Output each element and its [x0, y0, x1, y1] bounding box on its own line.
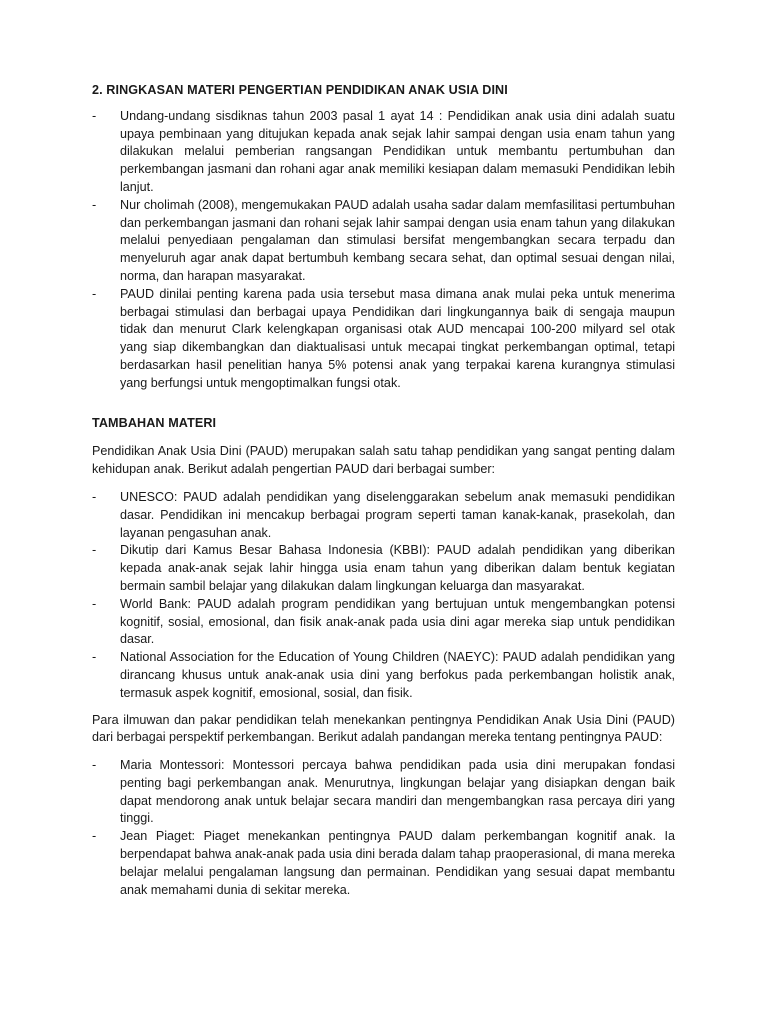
- dash-bullet: -: [92, 108, 97, 123]
- ringkasan-list: [92, 108, 675, 393]
- list-item: [92, 108, 675, 197]
- list-item-text: Nur cholimah (2008), mengemukakan PAUD adalah usaha sadar dalam memfasilitasi pertumbuhan dan perkembangan jasmani dan rohani sejak lahir sampai dengan usia enam tahun yang dilakukan melalui penyediaan pengalaman dan stimulasi bersifat mengembangkan secara terpadu dan menyeluruh agar anak dapat bertumbuh kembang secara sehat, dan optimal sesuai dengan nilai, norma, dan harapan masyarakat.: [120, 197, 675, 283]
- list-item-text: Undang-undang sisdiknas tahun 2003 pasal 1 ayat 14 : Pendidikan anak usia dini adalah suatu upaya pembinaan yang ditujukan kepada anak sejak lahir sampai dengan usia enam tahun yang dilakukan melalui pemberian rangsangan Pendidikan untuk membantu pertumbuhan dan perkembangan jasmani dan rohani agar anak memiliki kesiapan dalam memasuki Pendidikan lebih lanjut.: [120, 108, 675, 194]
- section-heading-tambahan: TAMBAHAN MATERI: [92, 415, 217, 430]
- intro-paragraph: Pendidikan Anak Usia Dini (PAUD) merupakan salah satu tahap pendidikan yang sangat penting dalam kehidupan anak. Berikut adalah pengertian PAUD dari berbagai sumber:: [92, 444, 675, 477]
- dash-bullet: -: [92, 197, 97, 212]
- list-item-text: PAUD dinilai penting karena pada usia tersebut masa dimana anak mulai peka untuk menerima berbagai stimulasi dan berbagai upaya Pendidikan dari lingkungannya baik di sengaja maupun tidak dan menurut Clark kelengkapan organisasi otak AUD mencapai 100-200 milyard sel otak yang siap dikembangkan dan diaktualisasi untuk mecapai tingkat perkembangan optimal, tetapi berdasarkan hasil penelitian hanya 5% potensi anak yang terpakai karena kurangnya stimulasi yang berfungsi untuk mengoptimalkan fungsi otak.: [120, 286, 675, 390]
- list-item: [92, 286, 675, 393]
- dash-bullet: -: [92, 543, 97, 558]
- list-item: [92, 489, 675, 542]
- dash-bullet: -: [92, 286, 97, 301]
- list-item: [92, 542, 675, 595]
- dash-bullet: -: [92, 829, 97, 844]
- list-item-text: Dikutip dari Kamus Besar Bahasa Indonesia (KBBI): PAUD adalah pendidikan yang diberikan kepada anak-anak sejak lahir hingga usia enam tahun yang diberikan dalam bentuk kegiatan bermain sambil belajar yang dilakukan dalam lingkungan keluarga dan masyarakat.: [120, 543, 675, 593]
- experts-list: [92, 757, 675, 899]
- experts-intro-paragraph: Para ilmuwan dan pakar pendidikan telah menekankan pentingnya Pendidikan Anak Usia Dini (PAUD) dari berbagai perspektif perkembangan. Berikut adalah pandangan mereka tentang pentingnya PAUD:: [92, 712, 675, 745]
- list-item-text: Jean Piaget: Piaget menekankan pentingnya PAUD dalam perkembangan kognitif anak. Ia berpendapat bahwa anak-anak pada usia dini berada dalam tahap praoperasional, di mana mereka belajar melalui pengalaman langsung dan permainan. Pendidikan yang sesuai dapat membantu anak memahami dunia di sekitar mereka.: [120, 829, 675, 897]
- list-item: [92, 596, 675, 649]
- dash-bullet: -: [92, 758, 97, 773]
- list-item: [92, 649, 675, 702]
- dash-bullet: -: [92, 650, 97, 665]
- definitions-list: [92, 489, 675, 703]
- document-page: [92, 82, 675, 899]
- dash-bullet: -: [92, 489, 97, 504]
- list-item: [92, 197, 675, 286]
- list-item-text: National Association for the Education of Young Children (NAEYC): PAUD adalah pendidikan yang dirancang khusus untuk anak-anak usia dini yang berfokus pada perkembangan holistik anak, termasuk aspek kognitif, emosional, sosial, dan fisik.: [120, 650, 675, 700]
- section-heading-ringkasan: 2. RINGKASAN MATERI PENGERTIAN PENDIDIKAN ANAK USIA DINI: [92, 83, 508, 97]
- list-item-text: UNESCO: PAUD adalah pendidikan yang diselenggarakan sebelum anak memasuki pendidikan dasar. Pendidikan ini mencakup berbagai program seperti taman kanak-kanak, prasekolah, dan layanan pengasuhan anak.: [120, 489, 675, 540]
- list-item-text: World Bank: PAUD adalah program pendidikan yang bertujuan untuk mengembangkan potensi kognitif, sosial, emosional, dan fisik anak-anak pada usia dini agar mereka siap untuk pendidikan dasar.: [120, 596, 675, 647]
- list-item: [92, 828, 675, 899]
- dash-bullet: -: [92, 596, 97, 611]
- list-item-text: Maria Montessori: Montessori percaya bahwa pendidikan pada usia dini merupakan fondasi penting bagi perkembangan anak. Menurutnya, lingkungan belajar yang disiapkan dengan baik dapat mendorong anak untuk belajar secara mandiri dan mengembangkan rasa percaya diri yang tinggi.: [120, 758, 675, 826]
- list-item: [92, 757, 675, 828]
